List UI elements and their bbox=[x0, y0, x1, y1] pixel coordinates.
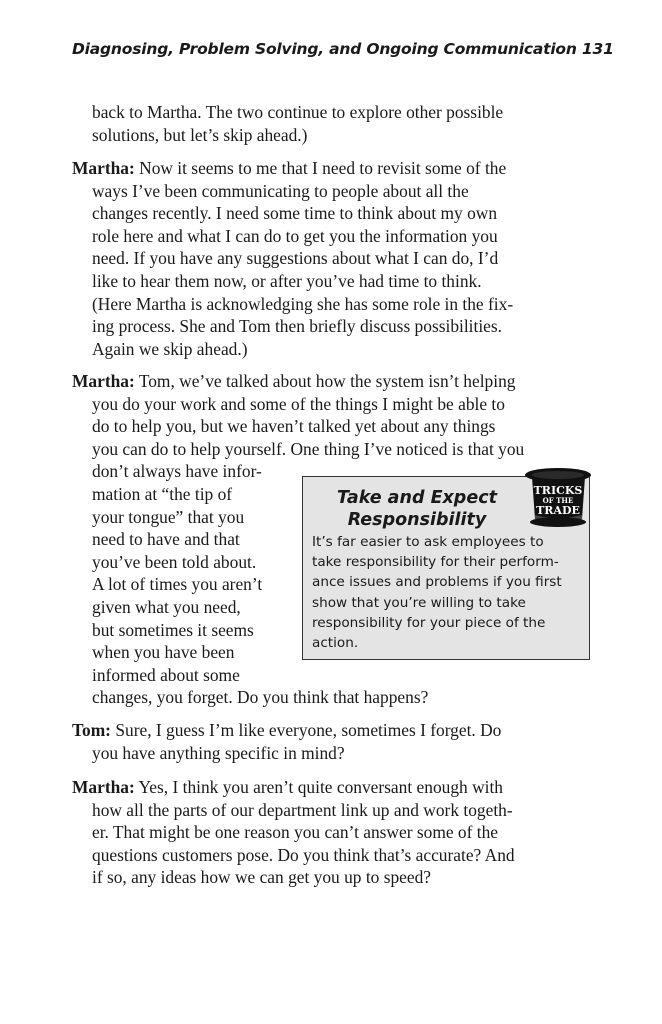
speaker-name: Martha: bbox=[72, 158, 135, 178]
dialogue-martha-revisit bbox=[72, 157, 592, 360]
text-line: don’t always have infor- bbox=[92, 461, 262, 482]
text-line: solutions, but let’s skip ahead.) bbox=[92, 124, 308, 145]
text-line: you have anything specific in mind? bbox=[92, 742, 345, 763]
sidebar-title-line: Take and Expect bbox=[337, 488, 497, 508]
text-line: questions customers pose. Do you think that’s accurate? And bbox=[92, 844, 515, 865]
text-line: like to hear them now, or after you’ve had time to think. bbox=[92, 270, 482, 291]
sidebar-body bbox=[312, 532, 582, 653]
text-line: Again we skip ahead.) bbox=[92, 338, 248, 359]
text-line: changes recently. I need some time to think about my own bbox=[92, 203, 498, 224]
running-header bbox=[72, 40, 614, 58]
dialogue-text: Sure, I guess I’m like everyone, sometimes I forget. Do bbox=[110, 720, 502, 740]
paragraph-continuation bbox=[72, 101, 592, 146]
sidebar-text-line: responsibility for your piece of the bbox=[312, 614, 546, 631]
text-line: back to Martha. The two continue to explore other possible bbox=[92, 102, 504, 122]
sidebar-text-line: show that you’re willing to take bbox=[312, 594, 526, 611]
svg-text:TRADE: TRADE bbox=[536, 504, 580, 517]
sidebar-text-line: ance issues and problems if you first bbox=[312, 574, 562, 591]
text-line: er. That might be one reason you can’t answer some of the bbox=[92, 822, 498, 843]
speaker-name: Tom: bbox=[72, 720, 111, 740]
text-line: role here and what I can do to get you the information you bbox=[92, 225, 498, 246]
text-line: need. If you have any suggestions about what I can do, I’d bbox=[92, 248, 499, 269]
sidebar-text-line: It’s far easier to ask employees to bbox=[312, 534, 544, 550]
text-line bbox=[72, 370, 592, 393]
svg-text:OF THE: OF THE bbox=[542, 496, 574, 505]
speaker-name: Martha: bbox=[72, 371, 135, 391]
text-line bbox=[72, 719, 592, 742]
text-line: you can do to help yourself. One thing I’ve noticed is that you bbox=[92, 438, 525, 459]
text-line: if so, any ideas how we can get you up to speed? bbox=[92, 867, 432, 888]
text-line: but sometimes it seems bbox=[92, 619, 254, 640]
running-title: Diagnosing, Problem Solving, and Ongoing Communication bbox=[72, 40, 577, 58]
text-line: how all the parts of our department link up and work togeth- bbox=[92, 799, 513, 820]
sidebar-title-line: Responsibility bbox=[347, 510, 487, 530]
text-line: your tongue” that you bbox=[92, 506, 245, 527]
text-line: you do your work and some of the things I might be able to bbox=[92, 393, 505, 414]
text-line bbox=[72, 776, 592, 799]
text-line: (Here Martha is acknowledging she has some role in the fix- bbox=[92, 293, 514, 314]
top-hat-icon bbox=[522, 465, 594, 531]
dialogue-text: Tom, we’ve talked about how the system isn’t helping bbox=[134, 371, 516, 391]
text-line bbox=[72, 157, 592, 180]
text-line: need to have and that bbox=[92, 529, 240, 550]
svg-text:TRICKS: TRICKS bbox=[533, 484, 583, 497]
dialogue-text: Now it seems to me that I need to revisit some of the bbox=[134, 158, 507, 178]
text-line: A lot of times you aren’t bbox=[92, 574, 263, 595]
text-line: given what you need, bbox=[92, 596, 241, 617]
dialogue-martha-conversant bbox=[72, 776, 592, 889]
text-line: mation at “the tip of bbox=[92, 483, 233, 504]
text-line: informed about some bbox=[92, 664, 240, 685]
dialogue-tom-response bbox=[72, 719, 592, 764]
dialogue-text: Yes, I think you aren’t quite conversant enough with bbox=[134, 777, 503, 797]
speaker-name: Martha: bbox=[72, 777, 135, 797]
text-line: when you have been bbox=[92, 642, 235, 663]
text-line: do to help you, but we haven’t talked yet about any things bbox=[92, 416, 496, 437]
sidebar-text-line: take responsibility for their perform- bbox=[312, 554, 559, 571]
text-line: you’ve been told about. bbox=[92, 551, 257, 572]
text-line: changes, you forget. Do you think that happens? bbox=[92, 687, 429, 708]
text-line: ways I’ve been communicating to people about all the bbox=[92, 180, 469, 201]
text-line: ing process. She and Tom then briefly discuss possibilities. bbox=[92, 316, 503, 337]
page-number: 131 bbox=[581, 40, 614, 58]
sidebar-text-line: action. bbox=[312, 635, 359, 652]
